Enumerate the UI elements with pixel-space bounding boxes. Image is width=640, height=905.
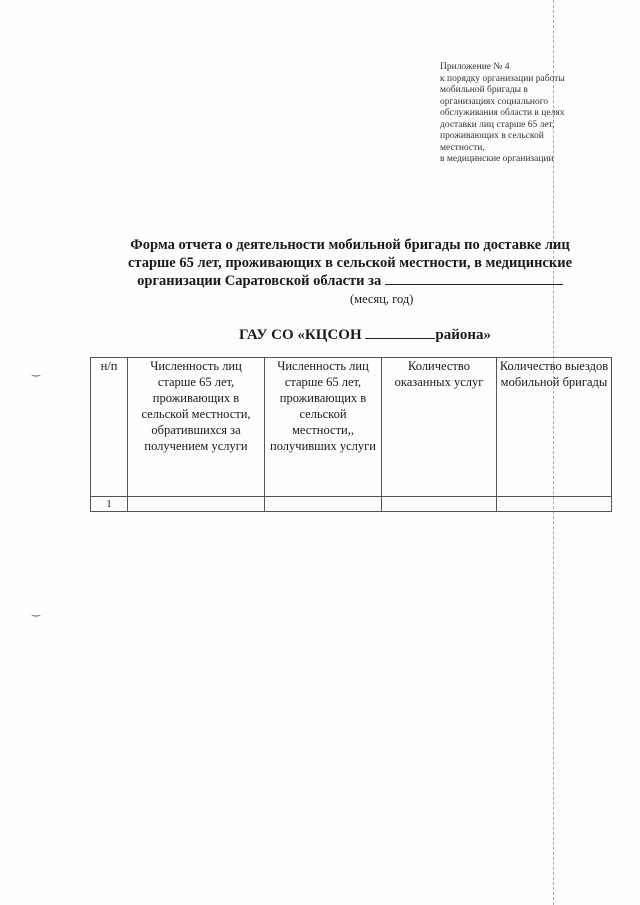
header-cell-served-count: Численность лиц старше 65 лет, проживающих в сельской местности,, получивших услуги bbox=[265, 358, 382, 497]
period-hint: (месяц, год) bbox=[350, 292, 414, 306]
organization-suffix: района» bbox=[435, 327, 492, 343]
organization-prefix: ГАУ СО «КЦСОН bbox=[238, 327, 362, 343]
annex-note bbox=[440, 62, 610, 166]
document-title bbox=[100, 236, 600, 290]
table-cell[interactable] bbox=[497, 497, 612, 512]
table-cell[interactable] bbox=[128, 497, 265, 512]
annex-line: к порядку организации работы bbox=[440, 73, 565, 84]
annex-line: в медицинские организации bbox=[440, 154, 554, 164]
table-cell[interactable] bbox=[382, 497, 497, 512]
period-blank-field[interactable] bbox=[385, 272, 563, 285]
header-cell-number: н/п bbox=[91, 358, 128, 497]
table-cell[interactable] bbox=[265, 497, 382, 512]
header-cell-trips-count: Количество выездов мобильной бригады bbox=[497, 358, 612, 497]
title-line-3-text: организации Саратовской области за bbox=[137, 273, 382, 289]
annex-line: обслуживания области в целях bbox=[440, 108, 565, 118]
title-line-3 bbox=[100, 272, 600, 290]
annex-line: местности, bbox=[440, 142, 485, 153]
annex-line: Приложение № 4 bbox=[440, 62, 510, 72]
report-table bbox=[90, 357, 612, 512]
header-cell-applied-count: Численность лиц старше 65 лет, проживающих в сельской местности, обратившихся за получением услуги bbox=[128, 358, 265, 497]
annex-line: проживающих в сельской bbox=[440, 131, 544, 141]
table-header-row bbox=[91, 358, 612, 497]
annex-line: организациях социального bbox=[440, 96, 549, 107]
organization-line bbox=[200, 326, 530, 344]
title-line-2: старше 65 лет, проживающих в сельской местности, в медицинские bbox=[128, 255, 572, 271]
header-cell-services-count: Количество оказанных услуг bbox=[382, 358, 497, 497]
annex-line: доставки лиц старше 65 лет, bbox=[440, 119, 555, 130]
table-row bbox=[91, 497, 612, 512]
district-blank-field[interactable] bbox=[365, 326, 435, 339]
annex-line: мобильной бригады в bbox=[440, 85, 528, 95]
table-cell: 1 bbox=[91, 497, 128, 512]
scan-mark: ‿ bbox=[32, 606, 41, 617]
scan-mark: ‿ bbox=[32, 366, 41, 377]
title-line-1: Форма отчета о деятельности мобильной бригады по доставке лиц bbox=[130, 237, 570, 253]
